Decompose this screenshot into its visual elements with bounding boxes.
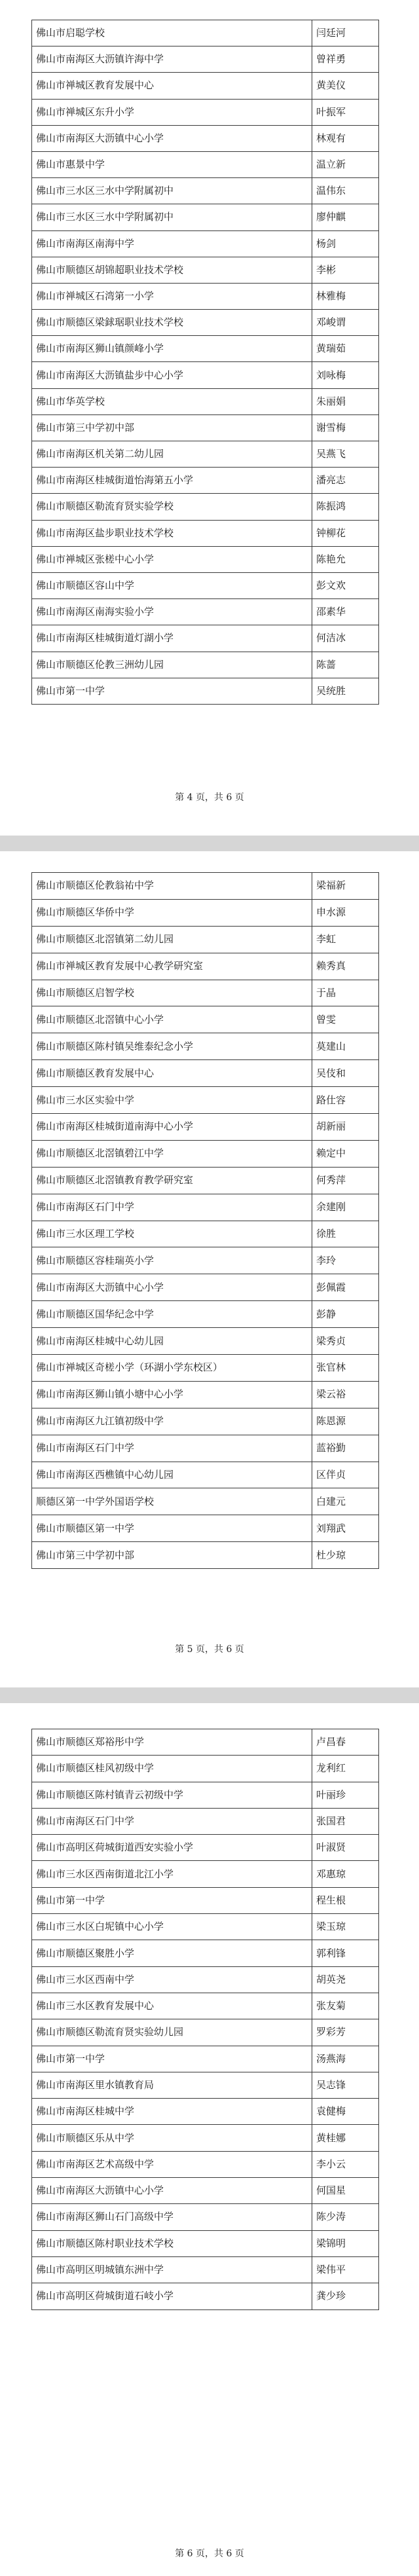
table-row: [32, 2099, 379, 2125]
person-name-cell: 余建刚: [312, 1194, 379, 1221]
person-name-cell: 林观有: [312, 125, 379, 151]
person-name-cell: 陈振鸿: [312, 494, 379, 520]
school-name-cell: 顺德区第一中学外国语学校: [32, 1488, 312, 1515]
table-row: [32, 414, 379, 441]
school-name-cell: 佛山市顺德区桂风初级中学: [32, 1756, 312, 1782]
school-name-cell: 佛山市南海区艺术高级中学: [32, 2151, 312, 2177]
table-row: [32, 283, 379, 309]
person-name-cell: 邓峻谓: [312, 310, 379, 336]
person-name-cell: 何秀萍: [312, 1167, 379, 1194]
table-row: [32, 926, 379, 953]
person-name-cell: 梁福新: [312, 873, 379, 900]
table-row: [32, 1140, 379, 1167]
school-name-cell: 佛山市三水区三水中学附属初中: [32, 178, 312, 204]
table-row: [32, 2178, 379, 2204]
person-name-cell: 梁云裕: [312, 1381, 379, 1408]
table-row: [32, 1782, 379, 1808]
table-row: [32, 99, 379, 125]
table-row: [32, 151, 379, 177]
table-row: [32, 1194, 379, 1221]
person-name-cell: 龚少珍: [312, 2283, 379, 2309]
person-name-cell: 路仕容: [312, 1087, 379, 1114]
table-row: [32, 2256, 379, 2283]
table-row: [32, 953, 379, 980]
table-row: [32, 2125, 379, 2151]
person-name-cell: 温立新: [312, 151, 379, 177]
school-name-cell: 佛山市南海区大沥镇盐步中心小学: [32, 362, 312, 388]
school-name-cell: 佛山市南海区南海中学: [32, 230, 312, 257]
table-row: [32, 468, 379, 494]
person-name-cell: 廖仲麒: [312, 204, 379, 230]
person-name-cell: 袁健梅: [312, 2099, 379, 2125]
table-row: [32, 1462, 379, 1488]
person-name-cell: 赖秀真: [312, 953, 379, 980]
school-name-cell: 佛山市禅城区教育发展中心: [32, 73, 312, 99]
table-row: [32, 1966, 379, 1993]
table-row: [32, 1808, 379, 1834]
school-name-cell: 佛山市南海区大沥镇中心小学: [32, 1274, 312, 1301]
person-name-cell: 谢雪梅: [312, 414, 379, 441]
school-name-cell: 佛山市南海区大沥镇中心小学: [32, 2178, 312, 2204]
table-row: [32, 1328, 379, 1355]
person-name-cell: 白建元: [312, 1488, 379, 1515]
page-footer: 第 4 页，共 6 页: [175, 792, 244, 803]
school-name-cell: 佛山市禅城区石湾第一小学: [32, 283, 312, 309]
school-table-body: [32, 20, 379, 705]
person-name-cell: 潘亮志: [312, 468, 379, 494]
school-name-cell: 佛山市三水区西南街道北江小学: [32, 1861, 312, 1887]
school-name-cell: 佛山市顺德区乐从中学: [32, 2125, 312, 2151]
person-name-cell: 黄瑞茹: [312, 336, 379, 362]
school-name-cell: 佛山市顺德区郑裕彤中学: [32, 1729, 312, 1756]
table-row: [32, 1861, 379, 1887]
table-row: [32, 1914, 379, 1940]
person-name-cell: 申水源: [312, 899, 379, 926]
person-name-cell: 曾祥勇: [312, 46, 379, 73]
school-name-cell: 佛山市惠景中学: [32, 151, 312, 177]
person-name-cell: 梁锦明: [312, 2230, 379, 2256]
person-name-cell: 黄美仪: [312, 73, 379, 99]
person-name-cell: 吴伎和: [312, 1060, 379, 1087]
person-name-cell: 李玲: [312, 1247, 379, 1274]
table-row: [32, 2072, 379, 2098]
page-separator: [0, 836, 419, 851]
table-row: [32, 1221, 379, 1247]
table-row: [32, 1006, 379, 1033]
school-name-cell: 佛山市顺德区华侨中学: [32, 899, 312, 926]
table-row: [32, 1993, 379, 2019]
person-name-cell: 李彬: [312, 257, 379, 283]
table-row: [32, 1887, 379, 1913]
school-name-cell: 佛山市顺德区梁銶琚职业技术学校: [32, 310, 312, 336]
table-row: [32, 310, 379, 336]
school-table: [31, 872, 379, 1569]
person-name-cell: 闫廷河: [312, 20, 379, 46]
person-name-cell: 张官林: [312, 1355, 379, 1382]
table-row: [32, 2151, 379, 2177]
table-row: [32, 494, 379, 520]
table-row: [32, 362, 379, 388]
person-name-cell: 曾雯: [312, 1006, 379, 1033]
person-name-cell: 黄桂娜: [312, 2125, 379, 2151]
person-name-cell: 蓝裕勤: [312, 1435, 379, 1462]
document-page-6: [0, 1703, 419, 2576]
table-row: [32, 1033, 379, 1060]
person-name-cell: 叶淑贤: [312, 1835, 379, 1861]
person-name-cell: 陈少涛: [312, 2204, 379, 2230]
table-row: [32, 1087, 379, 1114]
table-row: [32, 1940, 379, 1966]
school-name-cell: 佛山市第一中学: [32, 1887, 312, 1913]
person-name-cell: 叶振军: [312, 99, 379, 125]
person-name-cell: 程生根: [312, 1887, 379, 1913]
person-name-cell: 汤燕海: [312, 2046, 379, 2072]
table-row: [32, 599, 379, 625]
table-row: [32, 1167, 379, 1194]
school-name-cell: 佛山市顺德区勒流育贤实验幼儿园: [32, 2019, 312, 2046]
school-name-cell: 佛山市顺德区伦教翁祐中学: [32, 873, 312, 900]
school-name-cell: 佛山市顺德区教育发展中心: [32, 1060, 312, 1087]
table-row: [32, 1355, 379, 1382]
school-name-cell: 佛山市顺德区容桂瑞英小学: [32, 1247, 312, 1274]
school-name-cell: 佛山市顺德区第一中学: [32, 1515, 312, 1542]
person-name-cell: 陈恩源: [312, 1408, 379, 1435]
table-row: [32, 1114, 379, 1141]
table-row: [32, 652, 379, 678]
school-name-cell: 佛山市南海区石门中学: [32, 1435, 312, 1462]
table-row: [32, 572, 379, 598]
table-row: [32, 1247, 379, 1274]
table-row: [32, 1729, 379, 1756]
school-name-cell: 佛山市南海区狮山石门高级中学: [32, 2204, 312, 2230]
table-row: [32, 178, 379, 204]
school-name-cell: 佛山市顺德区陈村职业技术学校: [32, 2230, 312, 2256]
school-name-cell: 佛山市南海区桂城街道灯湖小学: [32, 625, 312, 652]
school-name-cell: 佛山市顺德区国华纪念中学: [32, 1301, 312, 1328]
person-name-cell: 彭静: [312, 1301, 379, 1328]
school-name-cell: 佛山市南海区狮山镇颜峰小学: [32, 336, 312, 362]
table-row: [32, 1542, 379, 1569]
school-name-cell: 佛山市顺德区胡锦超职业技术学校: [32, 257, 312, 283]
person-name-cell: 张国君: [312, 1808, 379, 1834]
school-name-cell: 佛山市第一中学: [32, 678, 312, 704]
person-name-cell: 李虹: [312, 926, 379, 953]
table-row: [32, 46, 379, 73]
person-name-cell: 彭文欢: [312, 572, 379, 598]
person-name-cell: 朱丽娟: [312, 388, 379, 414]
person-name-cell: 刘咏梅: [312, 362, 379, 388]
page-footer: 第 6 页，共 6 页: [175, 2548, 244, 2559]
person-name-cell: 区伴贞: [312, 1462, 379, 1488]
school-name-cell: 佛山市三水区西南中学: [32, 1966, 312, 1993]
school-name-cell: 佛山市禅城区教育发展中心教学研究室: [32, 953, 312, 980]
school-name-cell: 佛山市启聪学校: [32, 20, 312, 46]
school-name-cell: 佛山市顺德区北滘镇教育教学研究室: [32, 1167, 312, 1194]
table-row: [32, 899, 379, 926]
person-name-cell: 温伟东: [312, 178, 379, 204]
person-name-cell: 邵素华: [312, 599, 379, 625]
person-name-cell: 于晶: [312, 980, 379, 1006]
school-name-cell: 佛山市南海区机关第二幼儿园: [32, 441, 312, 468]
person-name-cell: 叶丽珍: [312, 1782, 379, 1808]
school-name-cell: 佛山市第一中学: [32, 2046, 312, 2072]
person-name-cell: 李小云: [312, 2151, 379, 2177]
table-row: [32, 2230, 379, 2256]
table-row: [32, 1756, 379, 1782]
person-name-cell: 钟柳花: [312, 520, 379, 546]
table-row: [32, 388, 379, 414]
table-row: [32, 73, 379, 99]
table-row: [32, 1060, 379, 1087]
person-name-cell: 何洁冰: [312, 625, 379, 652]
school-name-cell: 佛山市南海区南海实验小学: [32, 599, 312, 625]
school-name-cell: 佛山市南海区狮山镇小塘中心小学: [32, 1381, 312, 1408]
person-name-cell: 卢昌春: [312, 1729, 379, 1756]
table-row: [32, 230, 379, 257]
school-name-cell: 佛山市顺德区容山中学: [32, 572, 312, 598]
person-name-cell: 胡新丽: [312, 1114, 379, 1141]
school-name-cell: 佛山市三水区理工学校: [32, 1221, 312, 1247]
school-name-cell: 佛山市顺德区北滘镇碧江中学: [32, 1140, 312, 1167]
table-row: [32, 678, 379, 704]
school-table: [31, 20, 379, 705]
document-page-4: [0, 0, 419, 836]
table-row: [32, 20, 379, 46]
person-name-cell: 赖定中: [312, 1140, 379, 1167]
person-name-cell: 胡英尧: [312, 1966, 379, 1993]
person-name-cell: 刘翔武: [312, 1515, 379, 1542]
school-name-cell: 佛山市高明区明城镇东洲中学: [32, 2256, 312, 2283]
table-row: [32, 980, 379, 1006]
school-name-cell: 佛山市南海区桂城中学: [32, 2099, 312, 2125]
school-name-cell: 佛山市禅城区奇槎小学（环湖小学东校区）: [32, 1355, 312, 1382]
table-row: [32, 1381, 379, 1408]
school-name-cell: 佛山市高明区荷城街道西安实验小学: [32, 1835, 312, 1861]
person-name-cell: 梁伟平: [312, 2256, 379, 2283]
school-name-cell: 佛山市顺德区北滘镇第二幼儿园: [32, 926, 312, 953]
table-row: [32, 1274, 379, 1301]
table-row: [32, 625, 379, 652]
table-row: [32, 2283, 379, 2309]
school-name-cell: 佛山市南海区桂城中心幼儿园: [32, 1328, 312, 1355]
table-row: [32, 1435, 379, 1462]
school-name-cell: 佛山市华英学校: [32, 388, 312, 414]
school-table: [31, 1729, 379, 2310]
school-name-cell: 佛山市南海区大沥镇中心小学: [32, 125, 312, 151]
school-name-cell: 佛山市三水区实验中学: [32, 1087, 312, 1114]
table-row: [32, 546, 379, 572]
school-table-body: [32, 1729, 379, 2310]
person-name-cell: 何国星: [312, 2178, 379, 2204]
person-name-cell: 莫建山: [312, 1033, 379, 1060]
school-name-cell: 佛山市顺德区北滘镇中心小学: [32, 1006, 312, 1033]
school-name-cell: 佛山市第三中学初中部: [32, 1542, 312, 1569]
school-name-cell: 佛山市南海区里水镇教育局: [32, 2072, 312, 2098]
table-row: [32, 204, 379, 230]
person-name-cell: 邓惠琼: [312, 1861, 379, 1887]
person-name-cell: 梁秀贞: [312, 1328, 379, 1355]
school-name-cell: 佛山市禅城区东升小学: [32, 99, 312, 125]
table-row: [32, 1301, 379, 1328]
table-row: [32, 1515, 379, 1542]
page-separator: [0, 1687, 419, 1703]
school-name-cell: 佛山市顺德区伦教三洲幼儿园: [32, 652, 312, 678]
person-name-cell: 徐胜: [312, 1221, 379, 1247]
table-row: [32, 2019, 379, 2046]
table-row: [32, 520, 379, 546]
table-row: [32, 257, 379, 283]
table-row: [32, 873, 379, 900]
person-name-cell: 吴志锋: [312, 2072, 379, 2098]
school-name-cell: 佛山市第三中学初中部: [32, 414, 312, 441]
person-name-cell: 杜少琼: [312, 1542, 379, 1569]
school-name-cell: 佛山市三水区三水中学附属初中: [32, 204, 312, 230]
person-name-cell: 吴统胜: [312, 678, 379, 704]
school-name-cell: 佛山市三水区教育发展中心: [32, 1993, 312, 2019]
person-name-cell: 陈艳允: [312, 546, 379, 572]
table-row: [32, 1408, 379, 1435]
table-row: [32, 2204, 379, 2230]
school-name-cell: 佛山市禅城区张槎中心小学: [32, 546, 312, 572]
school-name-cell: 佛山市顺德区陈村镇吴维泰纪念小学: [32, 1033, 312, 1060]
school-table-body: [32, 873, 379, 1569]
school-name-cell: 佛山市顺德区陈村镇青云初级中学: [32, 1782, 312, 1808]
school-name-cell: 佛山市南海区西樵镇中心幼儿园: [32, 1462, 312, 1488]
table-row: [32, 336, 379, 362]
table-row: [32, 1488, 379, 1515]
school-name-cell: 佛山市三水区白坭镇中心小学: [32, 1914, 312, 1940]
person-name-cell: 郭利锋: [312, 1940, 379, 1966]
school-name-cell: 佛山市南海区大沥镇许海中学: [32, 46, 312, 73]
person-name-cell: 张友菊: [312, 1993, 379, 2019]
page-footer: 第 5 页，共 6 页: [175, 1644, 244, 1655]
school-name-cell: 佛山市南海区桂城街道怡海第五小学: [32, 468, 312, 494]
table-row: [32, 2046, 379, 2072]
school-name-cell: 佛山市南海区石门中学: [32, 1194, 312, 1221]
school-name-cell: 佛山市顺德区勒流育贤实验学校: [32, 494, 312, 520]
person-name-cell: 彭佩霞: [312, 1274, 379, 1301]
person-name-cell: 吴燕飞: [312, 441, 379, 468]
table-row: [32, 125, 379, 151]
school-name-cell: 佛山市高明区荷城街道石岐小学: [32, 2283, 312, 2309]
person-name-cell: 龙利红: [312, 1756, 379, 1782]
table-row: [32, 1835, 379, 1861]
school-name-cell: 佛山市南海区九江镇初级中学: [32, 1408, 312, 1435]
school-name-cell: 佛山市南海区石门中学: [32, 1808, 312, 1834]
person-name-cell: 杨剑: [312, 230, 379, 257]
person-name-cell: 林雅梅: [312, 283, 379, 309]
school-name-cell: 佛山市南海区桂城街道南海中心小学: [32, 1114, 312, 1141]
person-name-cell: 陈蔷: [312, 652, 379, 678]
school-name-cell: 佛山市南海区盐步职业技术学校: [32, 520, 312, 546]
school-name-cell: 佛山市顺德区聚胜小学: [32, 1940, 312, 1966]
table-row: [32, 441, 379, 468]
person-name-cell: 梁玉琼: [312, 1914, 379, 1940]
school-name-cell: 佛山市顺德区启智学校: [32, 980, 312, 1006]
person-name-cell: 罗彩芳: [312, 2019, 379, 2046]
document-page-5: [0, 851, 419, 1687]
